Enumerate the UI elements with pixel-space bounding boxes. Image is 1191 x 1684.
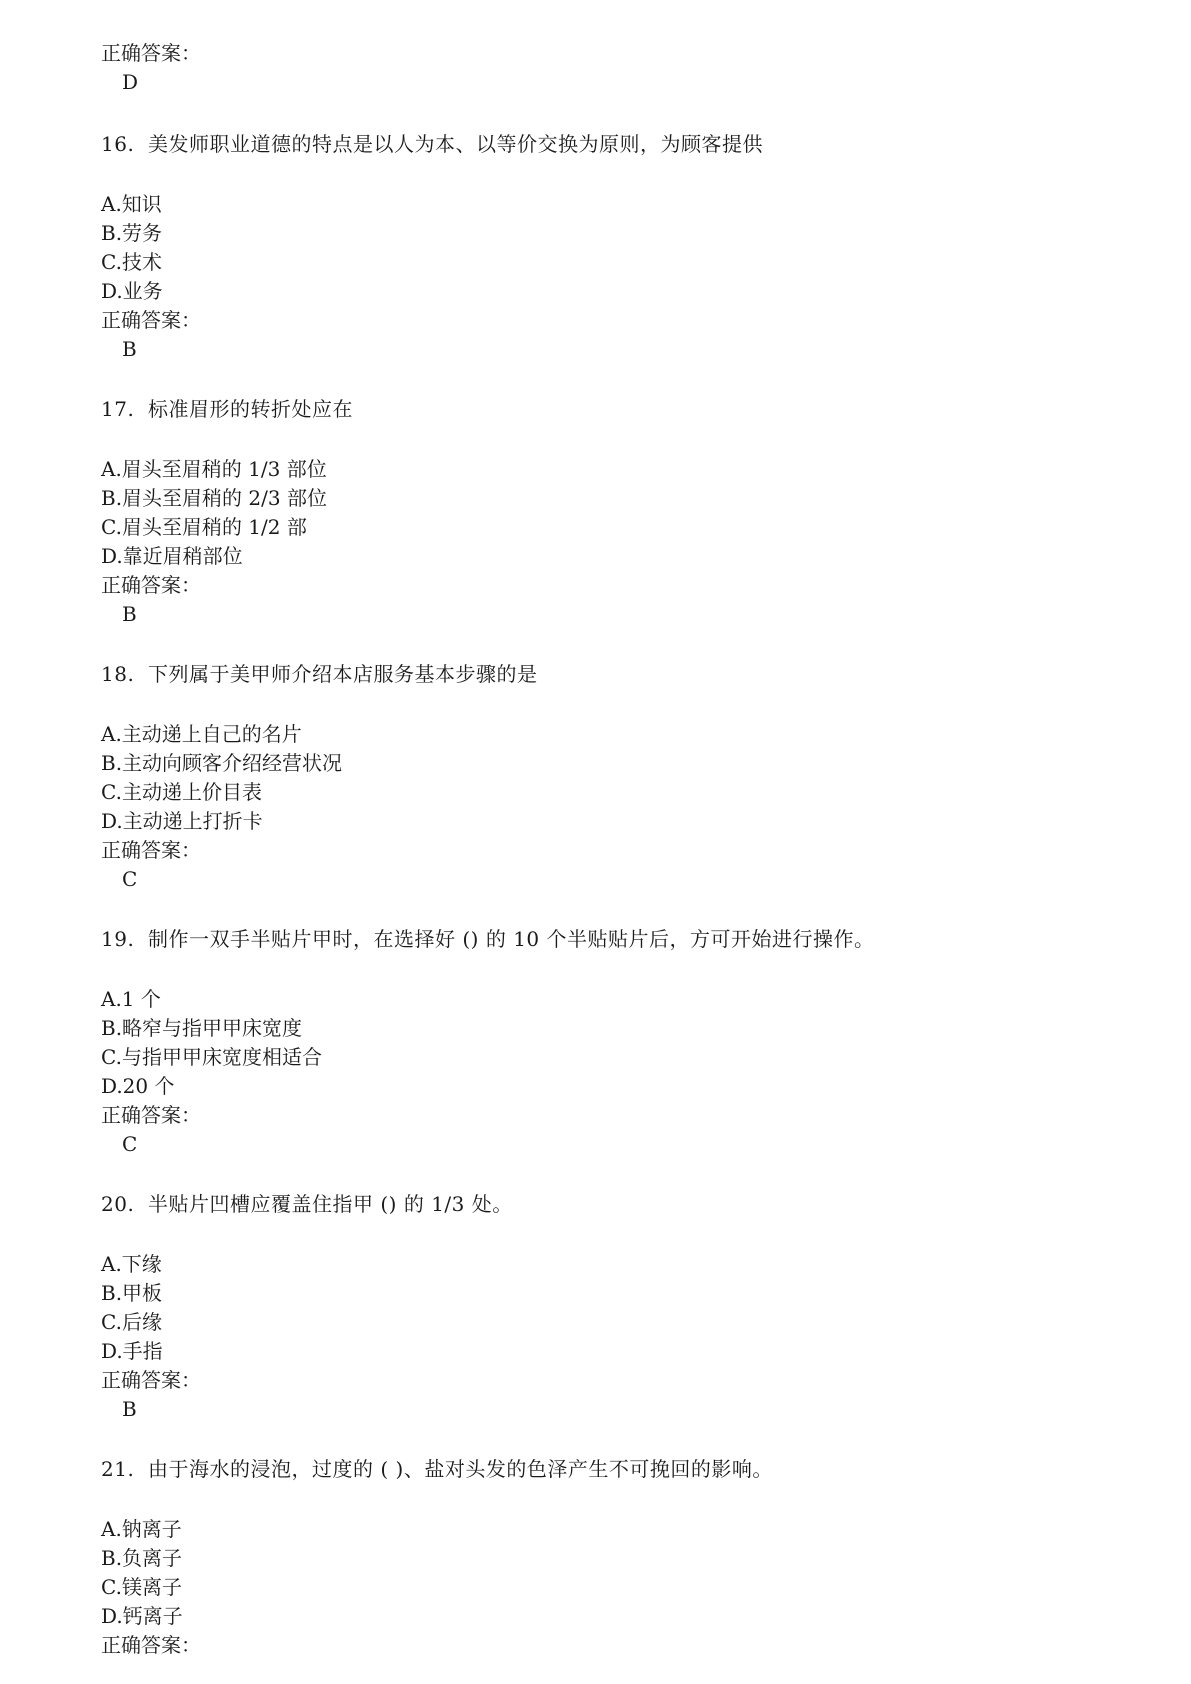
option-c: C.与指甲甲床宽度相适合 bbox=[101, 1045, 322, 1069]
option-c: C.眉头至眉稍的 1/2 部 bbox=[101, 515, 307, 539]
answer-value: D bbox=[122, 70, 139, 94]
question-stem: 17. 标准眉形的转折处应在 bbox=[101, 397, 354, 421]
option-d: D.20 个 bbox=[101, 1074, 175, 1098]
question-stem: 21. 由于海水的浸泡，过度的 ( )、盐对头发的色泽产生不可挽回的影响。 bbox=[101, 1457, 773, 1481]
option-a: A.知识 bbox=[101, 192, 162, 216]
option-d: D.业务 bbox=[101, 279, 163, 303]
question-stem: 20. 半贴片凹槽应覆盖住指甲 () 的 1/3 处。 bbox=[101, 1192, 513, 1216]
question-stem: 18. 下列属于美甲师介绍本店服务基本步骤的是 bbox=[101, 662, 538, 686]
answer-label: 正确答案： bbox=[101, 1368, 201, 1392]
question-stem: 19. 制作一双手半贴片甲时，在选择好 () 的 10 个半贴贴片后，方可开始进行操作。 bbox=[101, 927, 875, 951]
option-b: B.略窄与指甲甲床宽度 bbox=[101, 1016, 303, 1040]
answer-value: B bbox=[122, 1397, 137, 1421]
option-d: D.主动递上打折卡 bbox=[101, 809, 263, 833]
question-stem: 16. 美发师职业道德的特点是以人为本、以等价交换为原则，为顾客提供 bbox=[101, 132, 764, 156]
option-d: D.靠近眉稍部位 bbox=[101, 544, 243, 568]
option-a: A.钠离子 bbox=[101, 1517, 182, 1541]
answer-label: 正确答案： bbox=[101, 573, 201, 597]
answer-label: 正确答案： bbox=[101, 1633, 201, 1657]
option-c: C.镁离子 bbox=[101, 1575, 182, 1599]
option-b: B.负离子 bbox=[101, 1546, 183, 1570]
answer-value: C bbox=[122, 1132, 138, 1156]
option-a: A.1 个 bbox=[101, 987, 161, 1011]
option-a: A.下缘 bbox=[101, 1252, 162, 1276]
option-b: B.劳务 bbox=[101, 221, 163, 245]
option-c: C.主动递上价目表 bbox=[101, 780, 262, 804]
option-d: D.手指 bbox=[101, 1339, 163, 1363]
option-b: B.甲板 bbox=[101, 1281, 163, 1305]
answer-label: 正确答案： bbox=[101, 838, 201, 862]
answer-label: 正确答案： bbox=[101, 308, 201, 332]
option-b: B.眉头至眉稍的 2/3 部位 bbox=[101, 486, 327, 510]
answer-value: C bbox=[122, 867, 138, 891]
answer-label: 正确答案： bbox=[101, 41, 201, 65]
option-a: A.主动递上自己的名片 bbox=[101, 722, 302, 746]
option-b: B.主动向顾客介绍经营状况 bbox=[101, 751, 343, 775]
option-c: C.技术 bbox=[101, 250, 162, 274]
option-c: C.后缘 bbox=[101, 1310, 162, 1334]
answer-value: B bbox=[122, 337, 137, 361]
answer-label: 正确答案： bbox=[101, 1103, 201, 1127]
option-d: D.钙离子 bbox=[101, 1604, 183, 1628]
answer-value: B bbox=[122, 602, 137, 626]
option-a: A.眉头至眉稍的 1/3 部位 bbox=[101, 457, 327, 481]
